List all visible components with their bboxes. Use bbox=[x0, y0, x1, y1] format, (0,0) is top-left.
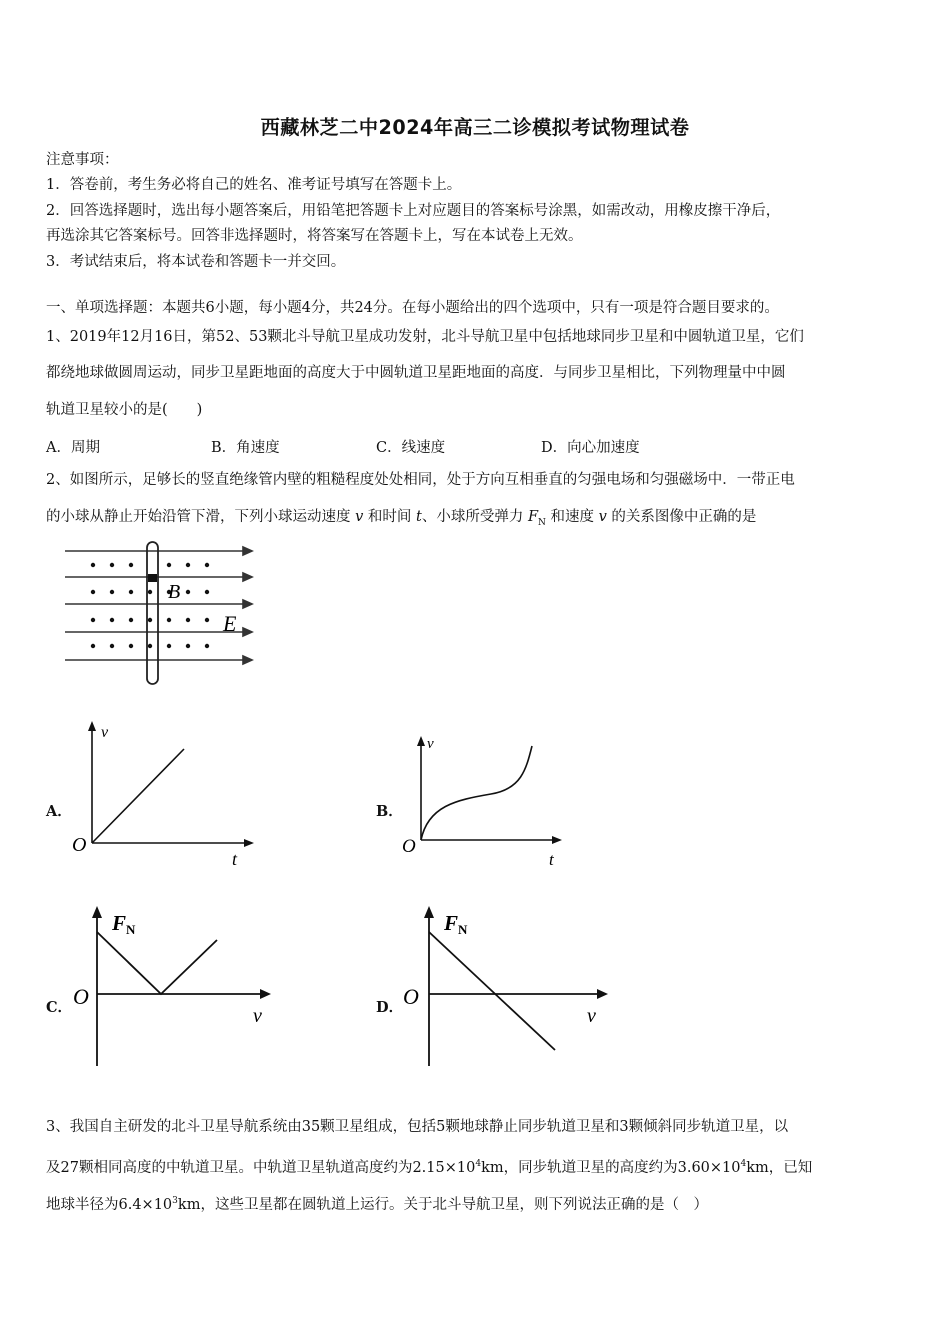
graph-c-x-label: v bbox=[253, 1005, 262, 1027]
q1-line-2: 都绕地球做圆周运动，同步卫星距地面的高度大于中圆轨道卫星距地面的高度．与同步卫星相比，下列物理量中中圆 bbox=[46, 365, 786, 381]
q1-line-1: 1、2019年12月16日，第52、53颗北斗导航卫星成功发射，北斗导航卫星中包括地球同步卫星和中圆轨道卫星，它们 bbox=[46, 329, 804, 345]
graph-b-curve bbox=[421, 746, 532, 840]
graph-a-origin: O bbox=[72, 834, 87, 856]
q2-option-d-label: D． bbox=[376, 999, 404, 1016]
graph-d-x-label: v bbox=[587, 1005, 596, 1027]
notice-item-3: 3．考试结束后，将本试卷和答题卡一并交回。 bbox=[46, 254, 346, 270]
page-title: 西藏林芝二中2024年高三二诊模拟考试物理试卷 bbox=[260, 116, 690, 139]
q1-option-c: C．线速度 bbox=[376, 440, 446, 456]
q3-line-3: 地球半径为$6.4\times 10^3km$，这些卫星都在圆轨道上运行。关于北斗导航卫星，则下列说法正确的是（ ） bbox=[46, 1196, 708, 1213]
electric-field-label: E bbox=[223, 611, 237, 636]
charged-ball bbox=[148, 574, 157, 582]
q2-graph-c bbox=[66, 900, 281, 1070]
graph-d-y-label: FN bbox=[444, 911, 468, 937]
section-heading: 一、单项选择题：本题共6小题，每小题4分，共24分。在每小题给出的四个选项中，只有一项是符合题目要求的。 bbox=[46, 300, 779, 316]
notice-item-1: 1．答卷前，考生务必将自己的姓名、准考证号填写在答题卡上。 bbox=[46, 177, 462, 193]
graph-a-curve bbox=[92, 749, 184, 843]
q2-graph-b bbox=[396, 728, 576, 873]
graph-a-x-label: t bbox=[232, 849, 238, 869]
graph-a-y-label: v bbox=[101, 724, 109, 741]
q1-option-a: A．周期 bbox=[46, 440, 100, 456]
q2-option-c-label: C． bbox=[46, 999, 73, 1016]
q2-line-2: 的小球从静止开始沿管下滑，下列小球运动速度 v 和时间 t、小球所受弹力 $F_N$ 和速度 v 的关系图像中正确的是 bbox=[46, 509, 757, 528]
graph-b-x-label: t bbox=[549, 850, 554, 869]
notice-item-2: 2．回答选择题时，选出每小题答案后，用铅笔把答题卡上对应题目的答案标号涂黑，如需改动，用橡皮擦干净后， bbox=[46, 203, 781, 219]
q2-option-b-label: B． bbox=[376, 803, 403, 820]
magnetic-field-label: B bbox=[168, 581, 181, 603]
graph-c-curve bbox=[97, 932, 217, 994]
notice-item-2-cont: 再选涂其它答案标号。回答非选择题时，将答案写在答题卡上，写在本试卷上无效。 bbox=[46, 228, 583, 244]
q3-line-2: 及27颗相同高度的中轨道卫星。中轨道卫星轨道高度约为$2.15\times 10^4km$，同步轨道卫星的高度约为$3.60\times 10^4km$，已知 bbox=[46, 1159, 813, 1176]
graph-b-y-label: v bbox=[427, 736, 434, 752]
graph-d-curve bbox=[429, 932, 555, 1050]
insulating-tube bbox=[147, 542, 158, 684]
q2-line-1: 2、如图所示，足够长的竖直绝缘管内壁的粗糙程度处处相同，处于方向互相垂直的匀强电场和匀强磁场中．一带正电 bbox=[46, 472, 795, 488]
q3-line-1: 3、我国自主研发的北斗卫星导航系统由35颗卫星组成，包括5颗地球静止同步轨道卫星和3颗倾斜同步轨道卫星，以 bbox=[46, 1119, 789, 1135]
q1-line-3: 轨道卫星较小的是( ) bbox=[46, 402, 203, 418]
graph-d-origin: O bbox=[403, 984, 419, 1009]
field-tube-figure bbox=[60, 538, 260, 694]
q1-option-d: D．向心加速度 bbox=[541, 440, 640, 456]
graph-c-y-label: FN bbox=[112, 911, 136, 937]
graph-c-origin: O bbox=[73, 984, 89, 1009]
q1-option-b: B．角速度 bbox=[211, 440, 280, 456]
q2-graph-a bbox=[66, 715, 266, 870]
graph-b-origin: O bbox=[402, 836, 416, 857]
notice-heading: 注意事项： bbox=[46, 152, 119, 168]
q2-graph-d bbox=[398, 900, 613, 1070]
q2-option-a-label: A． bbox=[46, 803, 72, 820]
